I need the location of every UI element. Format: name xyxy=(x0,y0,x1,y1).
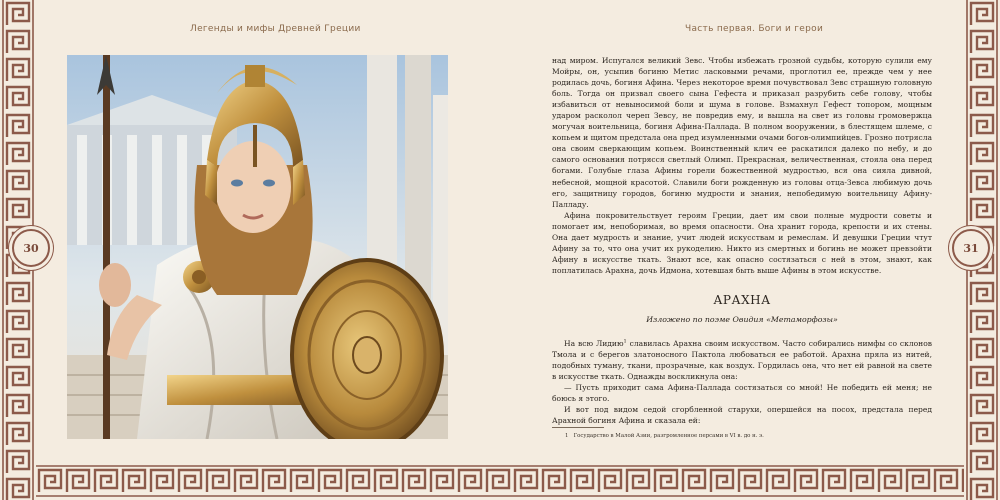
footnote-text: Государство в Малой Азии, разгромленное персами в VI в. до н. э. xyxy=(573,433,764,439)
footnote xyxy=(565,433,764,439)
paragraph-arachne-rest: славилась Арахна своим искусством. Часто собирались нимфы со склонов Тмола и с берегов златоносного Пактола любоваться ее работой. Арахна пряла из нитей, подобных туману, ткани, прозрачные, как воздух. Гордилась она, что нет ей равной на свете в искусстве ткать. Однажды воскликнула она: xyxy=(552,339,932,382)
athena-portrait-icon xyxy=(67,55,448,439)
paragraph-zeus-athena-birth: над миром. Испугался великий Зевс. Чтобы избежать грозной судьбы, которую сулили ему Мойры, он, усыпив богиню Метис ласковыми речами, проглотил ее, прежде чем у нее родилась дочь, богиня Афина. Через некоторое время почувствовал Зевс страшную головную боль. Тогда он призвал своего сына Гефеста и приказал разрубить себе голову, чтобы избавиться от невыносимой боли и шума в голове. Взмахнул Гефест топором, мощным ударом расколол череп Зевсу, не повредив ему, и вышла на свет из головы громовержца могучая воительница, богиня Афина-Паллада. В полном вооружении, в блестящем шлеме, с копьем и щитом предстала она пред изумленными очами богов-олимпийцев. Грозно потрясла она своим сверкающим копьем. Воинственный клич ее раскатился далеко по небу, и до самого основания потрясся светлый Олимп. Прекрасная, величественная, стояла она перед богами. Голубые глаза Афины горели божественной мудростью, вся она сияла дивной, небесной, мощной красотой. Славили боги рожденную из головы отца-Зевса любимую дочь его, защитницу городов, богиню мудрости и знания, непобедимую воительницу Афину-Палладу. xyxy=(552,56,932,209)
paragraph-arachne-intro xyxy=(552,338,932,382)
page-number-right: 31 xyxy=(952,229,990,267)
footnote-number: 1 xyxy=(565,433,569,439)
paragraph-athena-patron: Афина покровительствует героям Греции, дает им свои полные мудрости советы и помогает им, непоборимая, во время опасности. Она хранит города, крепости и их стены. Она дает мудрость и знание, учит людей искусствам и ремеслам. И девушки Греции чтут Афину за то, что она учит их рукоделию. Никто из смертных и богинь не может превзойти Афину в искусстве ткать. Знают все, как опасно состязаться с ней в этом, знают, как поплатилась Арахна, дочь Идмона, хотевшая быть выше Афины в этом искусстве. xyxy=(552,210,932,275)
paragraph-arachne-boast: — Пусть приходит сама Афина-Паллада состязаться со мной! Не победить ей меня; не боюсь я этого. xyxy=(552,383,932,404)
page-number-left: 30 xyxy=(12,229,50,267)
running-head-right: Часть первая. Боги и герои xyxy=(685,24,824,34)
right-page-text xyxy=(552,55,932,426)
paragraph-athena-disguise: И вот под видом седой сгорбленной старухи, опершейся на посох, предстала перед Арахной богиня Афина и сказала ей: xyxy=(552,405,932,426)
footnote-rule xyxy=(552,427,604,428)
greek-key-border-bottom xyxy=(36,462,964,500)
running-head-left: Легенды и мифы Древней Греции xyxy=(190,24,361,34)
footnote-marker[interactable]: 1 xyxy=(623,338,627,345)
athena-illustration xyxy=(67,55,448,439)
section-subtitle: Изложено по поэме Овидия «Метаморфозы» xyxy=(646,314,838,324)
section-title: АРАХНА xyxy=(713,292,771,307)
paragraph-arachne-start: На всю Лидию xyxy=(564,339,624,349)
